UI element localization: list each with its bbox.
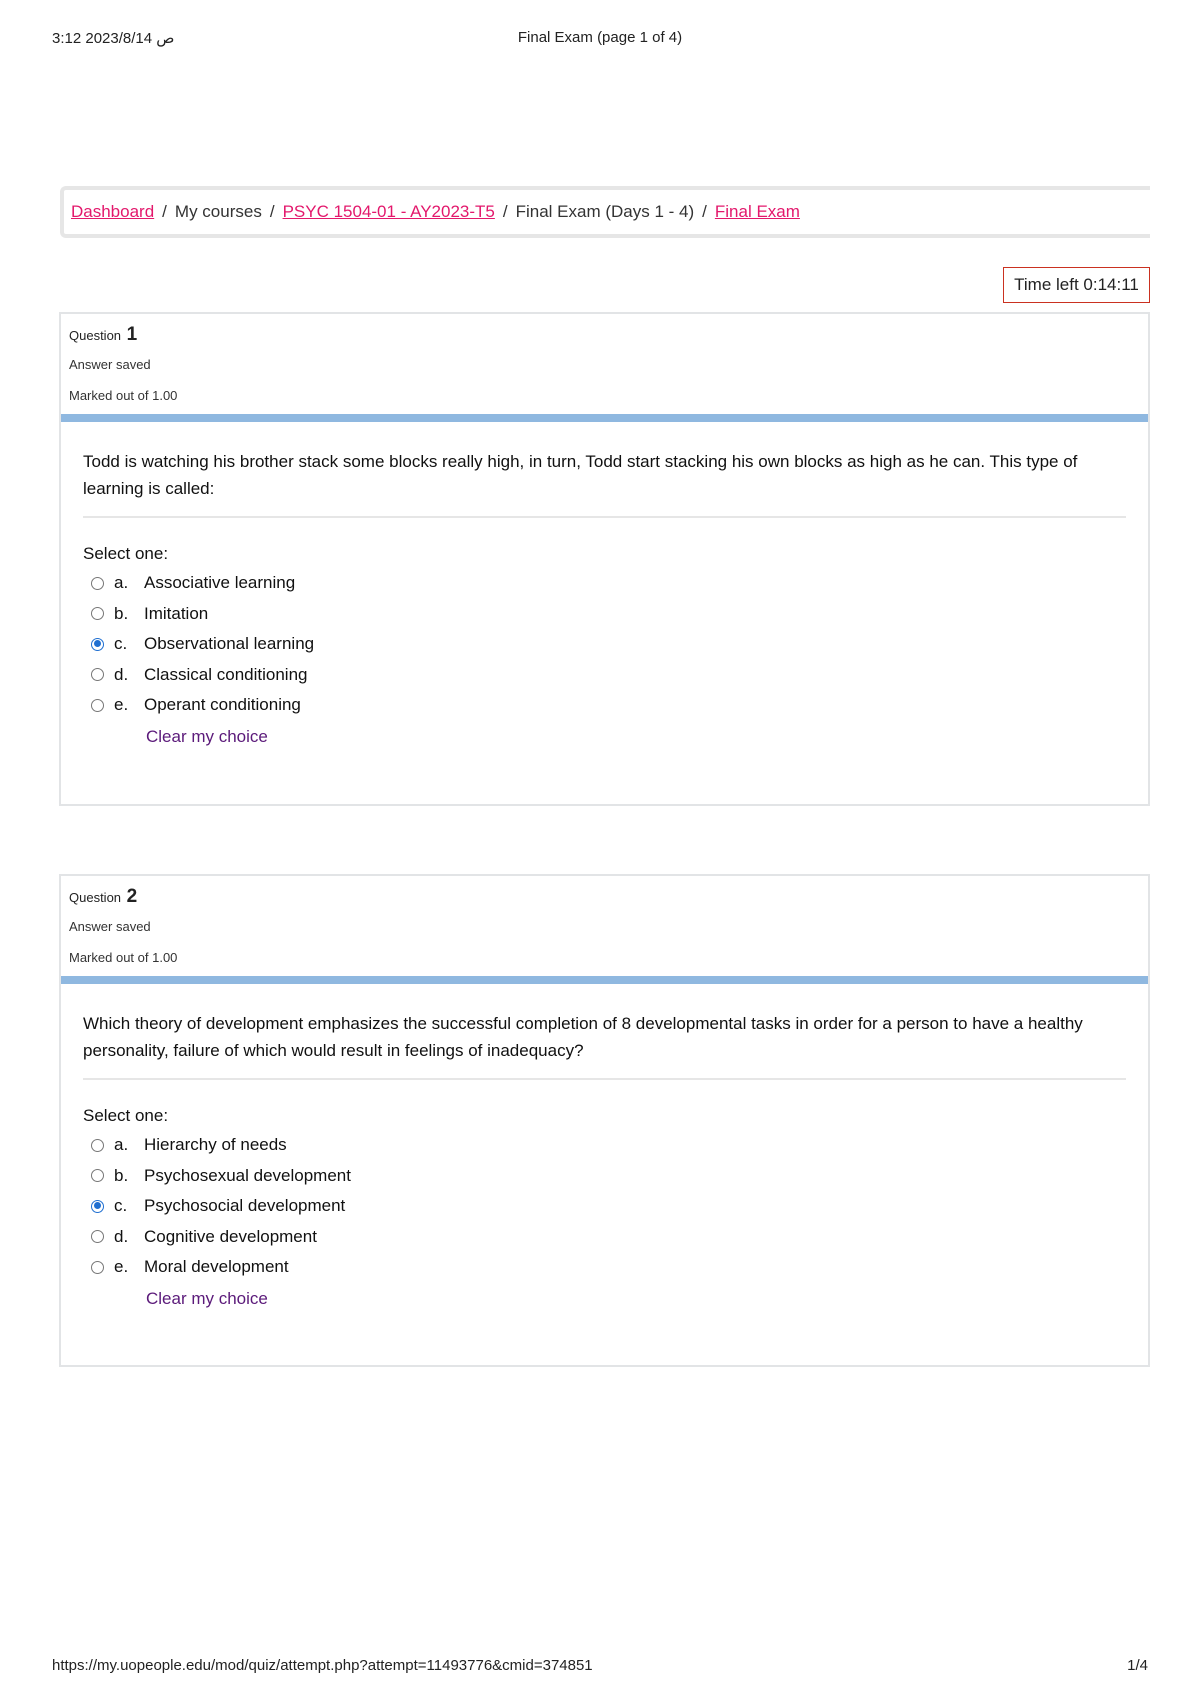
- answer-option-d[interactable]: [91, 1222, 1148, 1253]
- question-mark: Marked out of 1.00: [69, 388, 178, 403]
- option-letter: e.: [114, 695, 129, 715]
- answer-options: [91, 568, 1148, 747]
- print-url: https://my.uopeople.edu/mod/quiz/attempt.php?attempt=11493776&cmid=374851: [52, 1657, 593, 1674]
- radio-button-checked[interactable]: [91, 638, 104, 651]
- answer-option-c[interactable]: [91, 629, 1148, 660]
- option-letter: b.: [114, 603, 129, 623]
- option-letter: d.: [114, 664, 129, 684]
- option-text: Cognitive development: [144, 1226, 317, 1246]
- radio-button[interactable]: [91, 699, 104, 712]
- answer-options: [91, 1130, 1148, 1309]
- question-number: [69, 886, 137, 908]
- breadcrumb-my-courses: My courses: [174, 202, 262, 221]
- answer-option-a[interactable]: [91, 568, 1148, 599]
- option-text: Operant conditioning: [144, 695, 301, 715]
- option-letter: b.: [114, 1165, 129, 1185]
- option-text: Classical conditioning: [144, 664, 308, 684]
- option-letter: d.: [114, 1226, 129, 1246]
- option-text: Observational learning: [144, 634, 315, 654]
- question-info: [61, 314, 1148, 414]
- select-prompt: Select one:: [83, 1106, 169, 1125]
- question-label: Question: [69, 890, 122, 905]
- breadcrumb-separator: /: [502, 202, 508, 221]
- question-state: Answer saved: [69, 357, 151, 372]
- question-number-value: 2: [126, 886, 138, 907]
- question-state: Answer saved: [69, 919, 151, 934]
- breadcrumb-separator: /: [702, 202, 707, 221]
- print-title: Final Exam (page 1 of 4): [517, 29, 683, 46]
- radio-button[interactable]: [91, 1139, 104, 1152]
- answer-option-a[interactable]: [91, 1130, 1148, 1161]
- question-divider-bar: [61, 414, 1148, 422]
- answer-option-e[interactable]: [91, 1252, 1148, 1283]
- breadcrumb-dashboard-link[interactable]: Dashboard: [71, 202, 155, 221]
- question-label: Question: [69, 328, 122, 343]
- radio-button[interactable]: [91, 577, 104, 590]
- radio-button[interactable]: [91, 607, 104, 620]
- breadcrumb-section: Final Exam (Days 1 - 4): [515, 202, 695, 221]
- option-text: Moral development: [144, 1257, 289, 1277]
- radio-button-checked[interactable]: [91, 1200, 104, 1213]
- option-letter: c.: [114, 1196, 128, 1216]
- print-page-number: 1/4: [1127, 1657, 1148, 1674]
- question-number-value: 1: [126, 324, 138, 345]
- breadcrumb-final-exam-link[interactable]: Final Exam: [714, 202, 800, 221]
- select-prompt: Select one:: [83, 544, 169, 563]
- print-header: [0, 29, 1200, 49]
- question-card-2: [59, 874, 1150, 1367]
- clear-choice-link[interactable]: Clear my choice: [146, 1288, 268, 1308]
- breadcrumb: [60, 186, 1150, 238]
- question-divider-bar: [61, 976, 1148, 984]
- breadcrumb-separator: /: [162, 202, 167, 221]
- answer-option-b[interactable]: [91, 1161, 1148, 1192]
- question-number: [69, 324, 137, 346]
- option-text: Hierarchy of needs: [144, 1135, 287, 1155]
- answer-option-e[interactable]: [91, 690, 1148, 721]
- question-mark: Marked out of 1.00: [69, 950, 178, 965]
- radio-button[interactable]: [91, 1169, 104, 1182]
- radio-button[interactable]: [91, 1261, 104, 1274]
- breadcrumb-separator: /: [269, 202, 275, 221]
- option-text: Imitation: [144, 603, 209, 623]
- option-letter: a.: [114, 573, 129, 593]
- option-letter: e.: [114, 1257, 129, 1277]
- option-letter: c.: [114, 634, 128, 654]
- question-info: [61, 876, 1148, 976]
- option-text: Psychosexual development: [144, 1165, 351, 1185]
- clear-choice-link[interactable]: Clear my choice: [146, 726, 268, 746]
- question-text: Which theory of development emphasizes the successful completion of 8 developmental tasks in order for a person to have a healthy personality, failure of which would result in feelings of inadequacy?: [83, 1010, 1126, 1080]
- option-letter: a.: [114, 1135, 129, 1155]
- question-card-1: [59, 312, 1150, 806]
- answer-option-d[interactable]: [91, 660, 1148, 691]
- radio-button[interactable]: [91, 668, 104, 681]
- question-text: Todd is watching his brother stack some blocks really high, in turn, Todd start stacking his own blocks as high as he can. This type of learning is called:: [83, 448, 1126, 518]
- radio-button[interactable]: [91, 1230, 104, 1243]
- quiz-timer: Time left 0:14:11: [1003, 267, 1150, 303]
- breadcrumb-course-link[interactable]: PSYC 1504-01 - AY2023-T5: [282, 202, 495, 221]
- print-footer: [0, 1657, 1200, 1677]
- answer-option-c[interactable]: [91, 1191, 1148, 1222]
- option-text: Psychosocial development: [144, 1196, 346, 1216]
- answer-option-b[interactable]: [91, 599, 1148, 630]
- option-text: Associative learning: [144, 573, 296, 593]
- print-datetime: 3:12 2023/8/14 ص: [52, 30, 175, 47]
